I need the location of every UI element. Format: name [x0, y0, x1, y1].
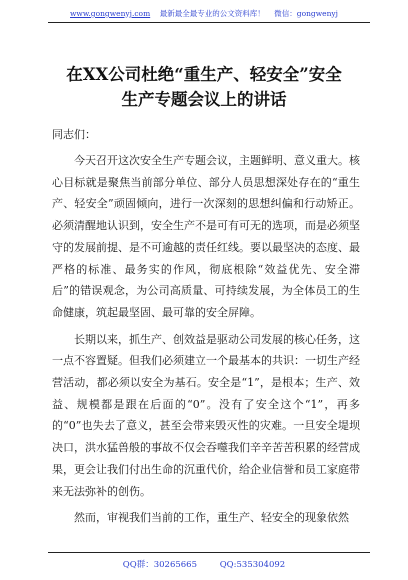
header-divider [48, 22, 370, 23]
footer-qq-group: QQ群：30265665 [122, 560, 197, 570]
header-url-link[interactable]: www.gongwenyj.com [70, 9, 151, 18]
paragraph: 长期以来，抓生产、创效益是驱动公司发展的核心任务，这一点不容置疑。但我们必须建立一个最基本的共识：一切生产经营活动，都必须以安全为基石。安全是“1”，是根本；生产、效益、规模都是跟在后面的“0”。没有了安全这个“1”，再多的“0”也失去了意义，甚至会带来毁灭性的灾难。一旦安全堤坝决口，洪水猛兽般的事故不仅会吞噬我们辛辛苦苦积累的经营成果，更会让我们付出生命的沉重代价，给企业信誉和员工家庭带来无法弥补的创伤。 [52, 332, 360, 498]
page-header [0, 8, 408, 19]
footer-qq: QQ:535304092 [219, 560, 286, 570]
header-wechat: 微信：gongwenyj [274, 9, 338, 18]
page-footer [0, 558, 408, 570]
document-title [40, 62, 368, 112]
title-line-1: 在XX公司杜绝“重生产、轻安全”安全 [66, 65, 342, 84]
paragraph: 然而，审视我们当前的工作，重生产、轻安全的现象依然 [74, 511, 349, 525]
document-body [52, 150, 360, 534]
title-line-2: 生产专题会议上的讲话 [121, 90, 287, 109]
greeting: 同志们： [52, 128, 96, 141]
paragraph: 今天召开这次安全生产专题会议，主题鲜明、意义重大。核心目标就是聚焦当前部分单位、部分人员思想深处存在的“重生产、轻安全”顽固倾向，进行一次深刻的思想纠偏和行动矫正。必须清醒地认识到，安全生产不是可有可无的选项，而是必须坚守的发展前提、是不可逾越的责任红线。要以最坚决的态度、最严格的标准、最务实的作风，彻底根除“效益优先、安全滞后”的错误观念，为公司高质量、可持续发展，为全体员工的生命健康，筑起最坚固、最可靠的安全屏障。 [52, 154, 360, 319]
header-slogan: 最新最全最专业的公文资料库！ [159, 9, 265, 18]
footer-divider [48, 552, 370, 553]
